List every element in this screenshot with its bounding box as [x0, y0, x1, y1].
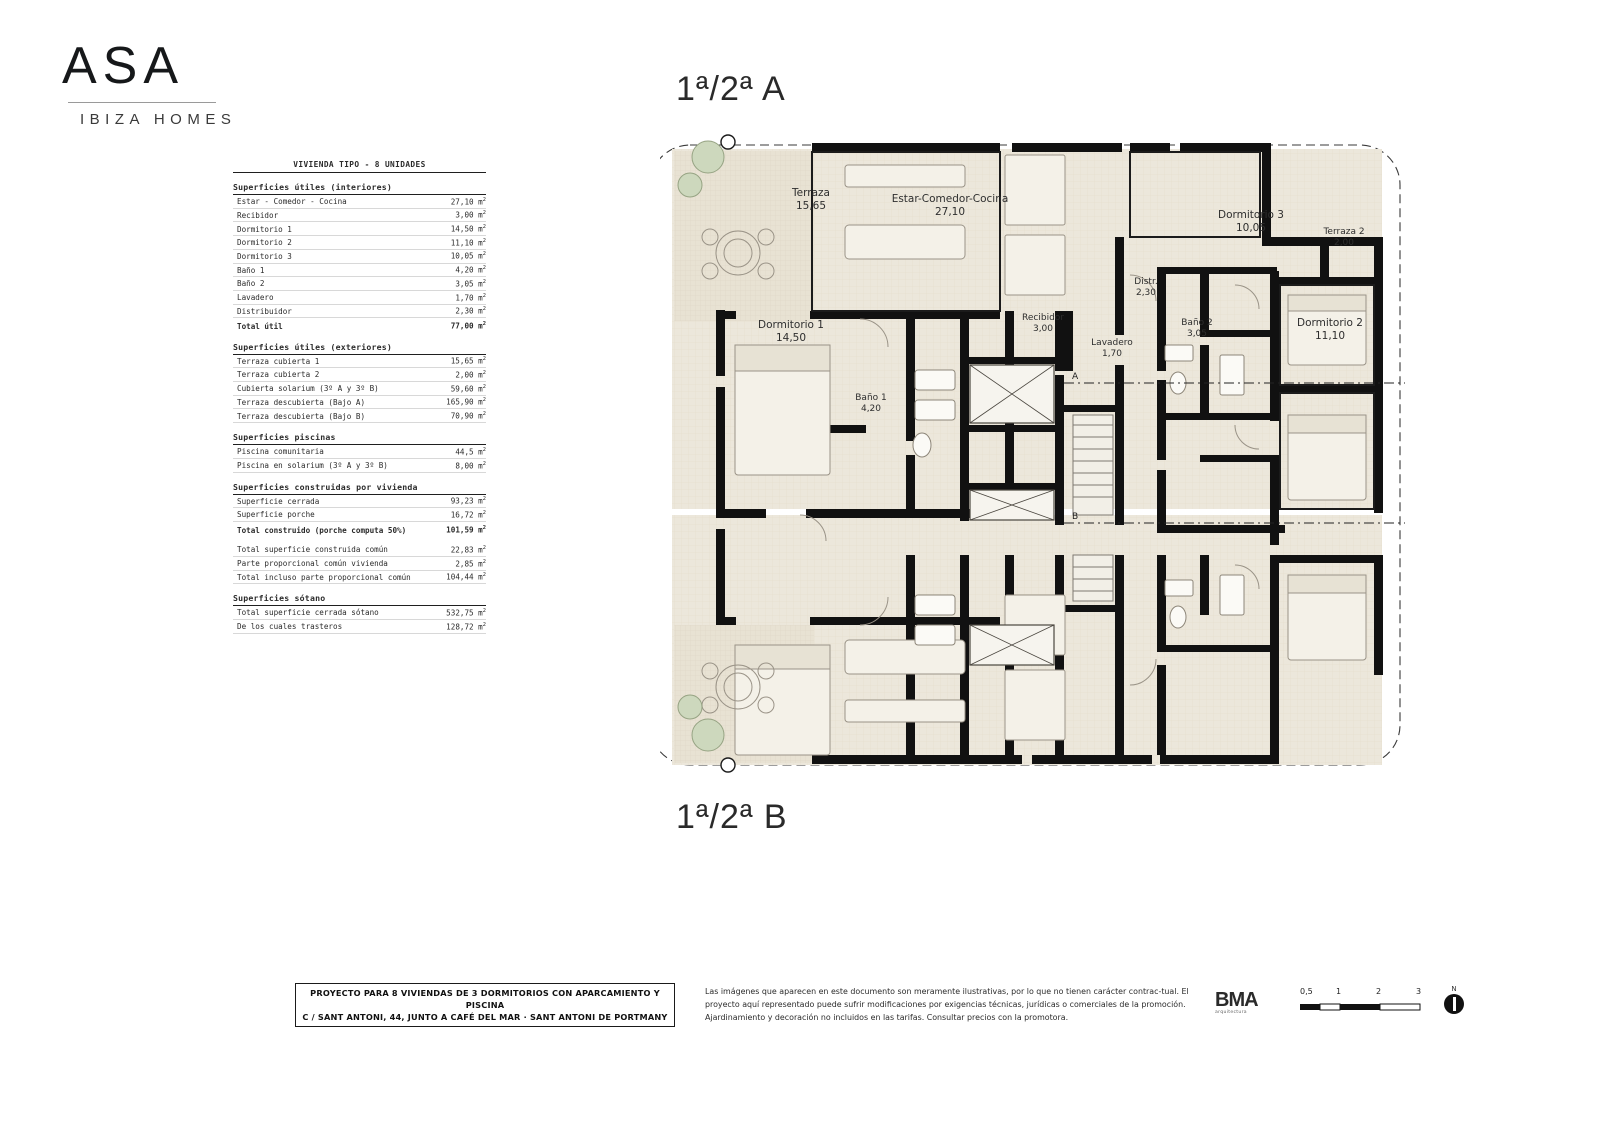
table-row	[233, 396, 486, 410]
table-row	[233, 236, 486, 250]
row-label: Distribuidor	[237, 306, 292, 316]
row-value: 22,83 $m^2$	[450, 544, 486, 555]
table-body	[233, 182, 486, 634]
table-section-heading: Superficies útiles (exteriores)	[233, 342, 486, 355]
table-row	[233, 368, 486, 382]
table-total-row	[233, 318, 486, 332]
room-label-dormitorio-1: Dormitorio 1 14,50	[757, 319, 824, 345]
table-section-heading: Superficies construidas por vivienda	[233, 482, 486, 495]
table-section-heading: Superficies útiles (interiores)	[233, 182, 486, 195]
room-label-distribuidor: Distr. 2,30	[1134, 277, 1158, 299]
row-value: 27,10 $m^2$	[450, 196, 486, 207]
studio-subtitle: arquitectura	[1215, 1010, 1247, 1015]
table-section-heading: Superficies piscinas	[233, 432, 486, 445]
room-label-dormitorio-3: Dormitorio 3 10,05	[1217, 209, 1284, 235]
table-title: VIVIENDA TIPO - 8 UNIDADES	[233, 160, 486, 173]
scale-tick: 1	[1336, 987, 1342, 996]
scale-ticks	[1300, 987, 1430, 999]
row-label: Dormitorio 1	[237, 224, 292, 234]
room-label-terraza: Terraza 15,65	[792, 187, 830, 213]
row-label: Superficie cerrada	[237, 496, 320, 506]
row-label: Total construido (porche computa 50%)	[237, 525, 407, 535]
scale-tick: 2	[1376, 987, 1382, 996]
scale-bar	[1300, 987, 1430, 1018]
row-value: 77,00 $m^2$	[450, 321, 486, 331]
table-row	[233, 277, 486, 291]
table-row	[233, 305, 486, 319]
row-value: 16,72 $m^2$	[450, 509, 486, 520]
project-line-1: PROYECTO PARA 8 VIVIENDAS DE 3 DORMITORIOS CON APARCAMIENTO Y PISCINA	[310, 987, 660, 1010]
row-label: Total incluso parte proporcional común	[237, 572, 411, 582]
row-value: 165,90 $m^2$	[446, 397, 486, 407]
row-value: 532,75 $m^2$	[446, 607, 486, 618]
plan-title-a: 1ª/2ª A	[676, 70, 786, 108]
row-value: 59,60 $m^2$	[450, 383, 486, 394]
table-row	[233, 620, 486, 634]
table-row	[233, 355, 486, 369]
table-row	[233, 291, 486, 305]
sheet-footer	[0, 975, 1600, 1055]
table-row	[233, 508, 486, 522]
scale-bar-graphic	[1300, 1002, 1430, 1014]
room-label-estar-comedor-cocina: Estar-Comedor-Cocina 27,10	[891, 193, 1009, 219]
floor-plan-drawing	[660, 125, 1420, 785]
room-label-lavadero: Lavadero 1,70	[1091, 338, 1133, 360]
row-value: 4,20 $m^2$	[455, 265, 486, 275]
row-label: Terraza cubierta 2	[237, 370, 320, 380]
row-value: 128,72 $m^2$	[446, 621, 486, 632]
row-value: 14,50 $m^2$	[450, 224, 486, 234]
room-label-dormitorio-2: Dormitorio 2 11,10	[1296, 317, 1363, 343]
table-row	[233, 543, 486, 557]
row-value: 2,85 $m^2$	[455, 558, 486, 569]
table-row	[233, 459, 486, 473]
north-disc-icon	[1444, 994, 1464, 1014]
svg-text:B: B	[1072, 512, 1079, 522]
row-value: 11,10 $m^2$	[450, 237, 486, 248]
table-row	[233, 557, 486, 571]
table-row	[233, 445, 486, 459]
row-label: Baño 2	[237, 279, 265, 289]
row-value: 8,00 $m^2$	[455, 460, 486, 471]
table-row	[233, 209, 486, 223]
row-value: 104,44 $m^2$	[446, 572, 486, 582]
north-arrow	[1444, 985, 1464, 1014]
table-row	[233, 495, 486, 509]
table-row	[233, 382, 486, 396]
disclaimer-text: Las imágenes que aparecen en este documento son meramente ilustrativas, por lo que no tienen carácter contrac-tual. El proyecto aquí representado puede sufrir modificaciones por exigencias técnicas, jurídicas o comerciales de la promoción. Ajardinamiento y decoración no incluidos en las tarifas. Consultar precios con la promotora.	[705, 987, 1189, 1023]
table-row	[233, 250, 486, 264]
row-value: 2,00 $m^2$	[455, 369, 486, 380]
project-line-2: C / SANT ANTONI, 44, JUNTO A CAFÉ DEL MAR · SANT ANTONI DE PORTMANY	[302, 1012, 668, 1023]
row-label: Dormitorio 2	[237, 238, 292, 248]
row-label: Estar - Comedor - Cocina	[237, 197, 347, 207]
row-label: Recibidor	[237, 210, 279, 220]
floor-plan-svg	[660, 125, 1420, 785]
table-row	[233, 195, 486, 209]
room-label-terraza-2: Terraza 2 2,00	[1323, 227, 1365, 249]
row-value: 2,30 $m^2$	[455, 306, 486, 316]
table-total-row	[233, 522, 486, 536]
row-label: Terraza cubierta 1	[237, 356, 320, 366]
brand-logo	[62, 37, 292, 128]
brand-mark: ASA	[62, 37, 185, 95]
row-label: Piscina en solarium (3º A y 3º B)	[237, 461, 388, 471]
north-label: N	[1451, 985, 1457, 993]
row-label: Baño 1	[237, 265, 265, 275]
row-value: 70,90 $m^2$	[450, 411, 486, 421]
row-label: Piscina comunitaria	[237, 447, 324, 457]
row-value: 3,00 $m^2$	[455, 210, 486, 220]
row-value: 93,23 $m^2$	[450, 496, 486, 506]
room-label-bano-2: Baño 2 3,05	[1181, 318, 1213, 340]
row-value: 10,05 $m^2$	[450, 251, 486, 261]
row-value: 1,70 $m^2$	[455, 292, 486, 303]
row-label: Cubierta solarium (3º A y 3º B)	[237, 384, 379, 394]
project-title-box	[295, 983, 675, 1027]
table-section-heading: Superficies sótano	[233, 593, 486, 606]
brand-subtitle: IBIZA HOMES	[80, 111, 237, 128]
room-label-recibidor: Recibidor 3,00	[1022, 313, 1064, 335]
row-value: 3,05 $m^2$	[455, 278, 486, 289]
table-row	[233, 222, 486, 236]
row-label: Superficie porche	[237, 510, 315, 520]
scale-tick: 0,5	[1300, 987, 1313, 996]
row-label: De los cuales trasteros	[237, 622, 343, 632]
plan-title-b: 1ª/2ª B	[676, 798, 788, 836]
table-row	[233, 606, 486, 620]
svg-text:A: A	[1072, 372, 1079, 382]
table-row	[233, 409, 486, 423]
row-label: Dormitorio 3	[237, 252, 292, 261]
scale-tick: 3	[1416, 987, 1422, 996]
row-label: Terraza descubierta (Bajo A)	[237, 397, 366, 407]
row-value: 15,65 $m^2$	[450, 356, 486, 366]
surface-area-table	[233, 160, 486, 634]
row-value: 101,59 $m^2$	[446, 525, 486, 535]
row-label: Terraza descubierta (Bajo B)	[237, 411, 366, 421]
studio-logo	[1215, 989, 1258, 1015]
studio-name: BMA	[1215, 989, 1258, 1011]
row-label: Total superficie cerrada sótano	[237, 608, 379, 618]
row-label: Parte proporcional común vivienda	[237, 559, 388, 569]
room-label-bano-1: Baño 1 4,20	[855, 393, 887, 415]
row-value: 44,5 $m^2$	[455, 446, 486, 457]
table-row	[233, 264, 486, 278]
row-label: Total superficie construida común	[237, 545, 388, 555]
row-label: Total útil	[237, 322, 283, 331]
logo-divider	[68, 102, 216, 103]
row-label: Lavadero	[237, 293, 274, 303]
table-row	[233, 571, 486, 585]
